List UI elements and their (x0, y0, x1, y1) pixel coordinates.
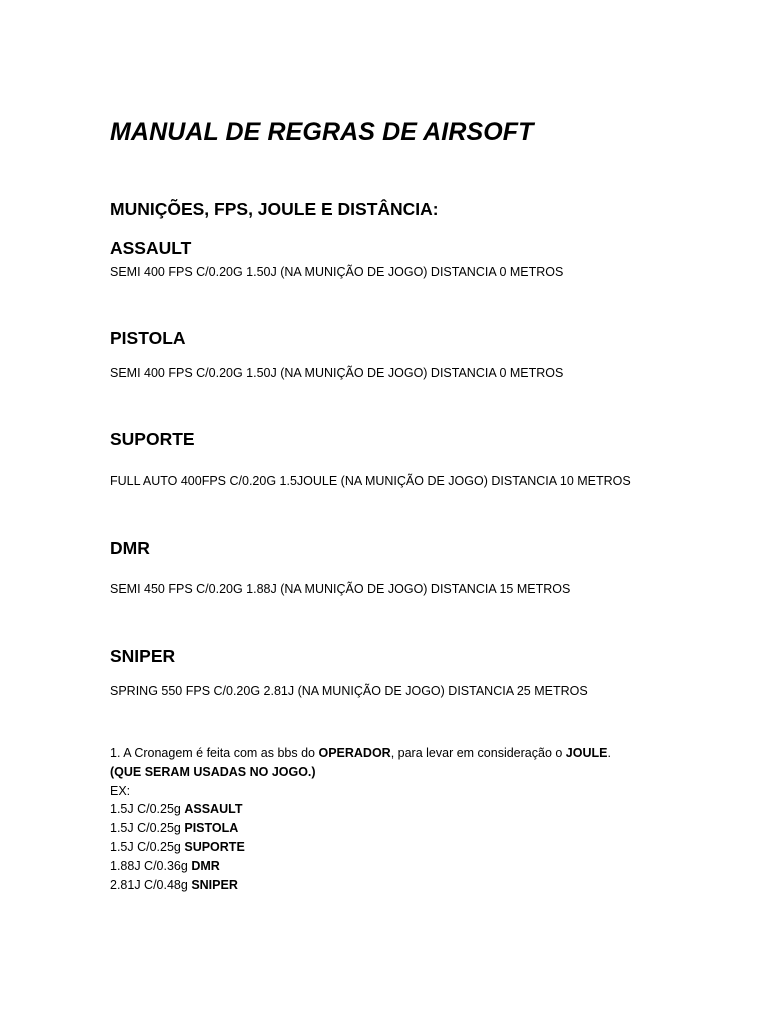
example-item (110, 857, 611, 876)
category-heading-sniper: SNIPER (110, 646, 176, 666)
note-bold-line: (QUE SERAM USADAS NO JOGO.) (110, 764, 316, 779)
category-heading-assault: ASSAULT (110, 238, 192, 258)
category-heading-dmr: DMR (110, 538, 150, 558)
category-rule-pistola: SEMI 400 FPS C/0.20G 1.50J (NA MUNIÇÃO DE JOGO) DISTANCIA 0 METROS (110, 366, 564, 380)
category-rule-dmr: SEMI 450 FPS C/0.20G 1.88J (NA MUNIÇÃO DE JOGO) DISTANCIA 15 METROS (110, 582, 571, 596)
note-operador: OPERADOR (318, 746, 391, 760)
example-name: DMR (191, 858, 220, 873)
note-ex-label: EX: (110, 783, 131, 798)
note-prefix: 1. A Cronagem é feita com as bbs do (110, 746, 319, 760)
example-item (110, 876, 611, 895)
example-item (110, 800, 611, 819)
example-item (110, 819, 611, 838)
category-rule-sniper: SPRING 550 FPS C/0.20G 2.81J (NA MUNIÇÃO DE JOGO) DISTANCIA 25 METROS (110, 684, 588, 698)
category-rule-assault: SEMI 400 FPS C/0.20G 1.50J (NA MUNIÇÃO DE JOGO) DISTANCIA 0 METROS (110, 265, 564, 279)
category-heading-suporte: SUPORTE (110, 429, 195, 449)
note-line-1 (110, 744, 611, 763)
note-joule: JOULE (565, 746, 608, 760)
example-spec: 1.88J C/0.36g (110, 858, 192, 873)
category-rule-suporte: FULL AUTO 400FPS C/0.20G 1.5JOULE (NA MUNIÇÃO DE JOGO) DISTANCIA 10 METROS (110, 474, 631, 488)
example-spec: 2.81J C/0.48g (110, 877, 192, 892)
category-heading-pistola: PISTOLA (110, 328, 186, 348)
example-spec: 1.5J C/0.25g (110, 839, 185, 854)
example-spec: 1.5J C/0.25g (110, 802, 185, 817)
document-title: MANUAL DE REGRAS DE AIRSOFT (110, 118, 534, 146)
example-name: SNIPER (191, 877, 238, 892)
note-end: . (607, 746, 611, 760)
example-spec: 1.5J C/0.25g (110, 821, 185, 836)
example-name: SUPORTE (184, 839, 245, 854)
example-name: PISTOLA (184, 821, 239, 836)
note-middle: , para levar em consideração o (390, 746, 566, 760)
example-item (110, 838, 611, 857)
cronagem-note (110, 744, 611, 894)
example-name: ASSAULT (184, 802, 243, 817)
note-line-2 (110, 763, 611, 782)
section-heading: MUNIÇÕES, FPS, JOULE E DISTÂNCIA: (110, 199, 439, 219)
